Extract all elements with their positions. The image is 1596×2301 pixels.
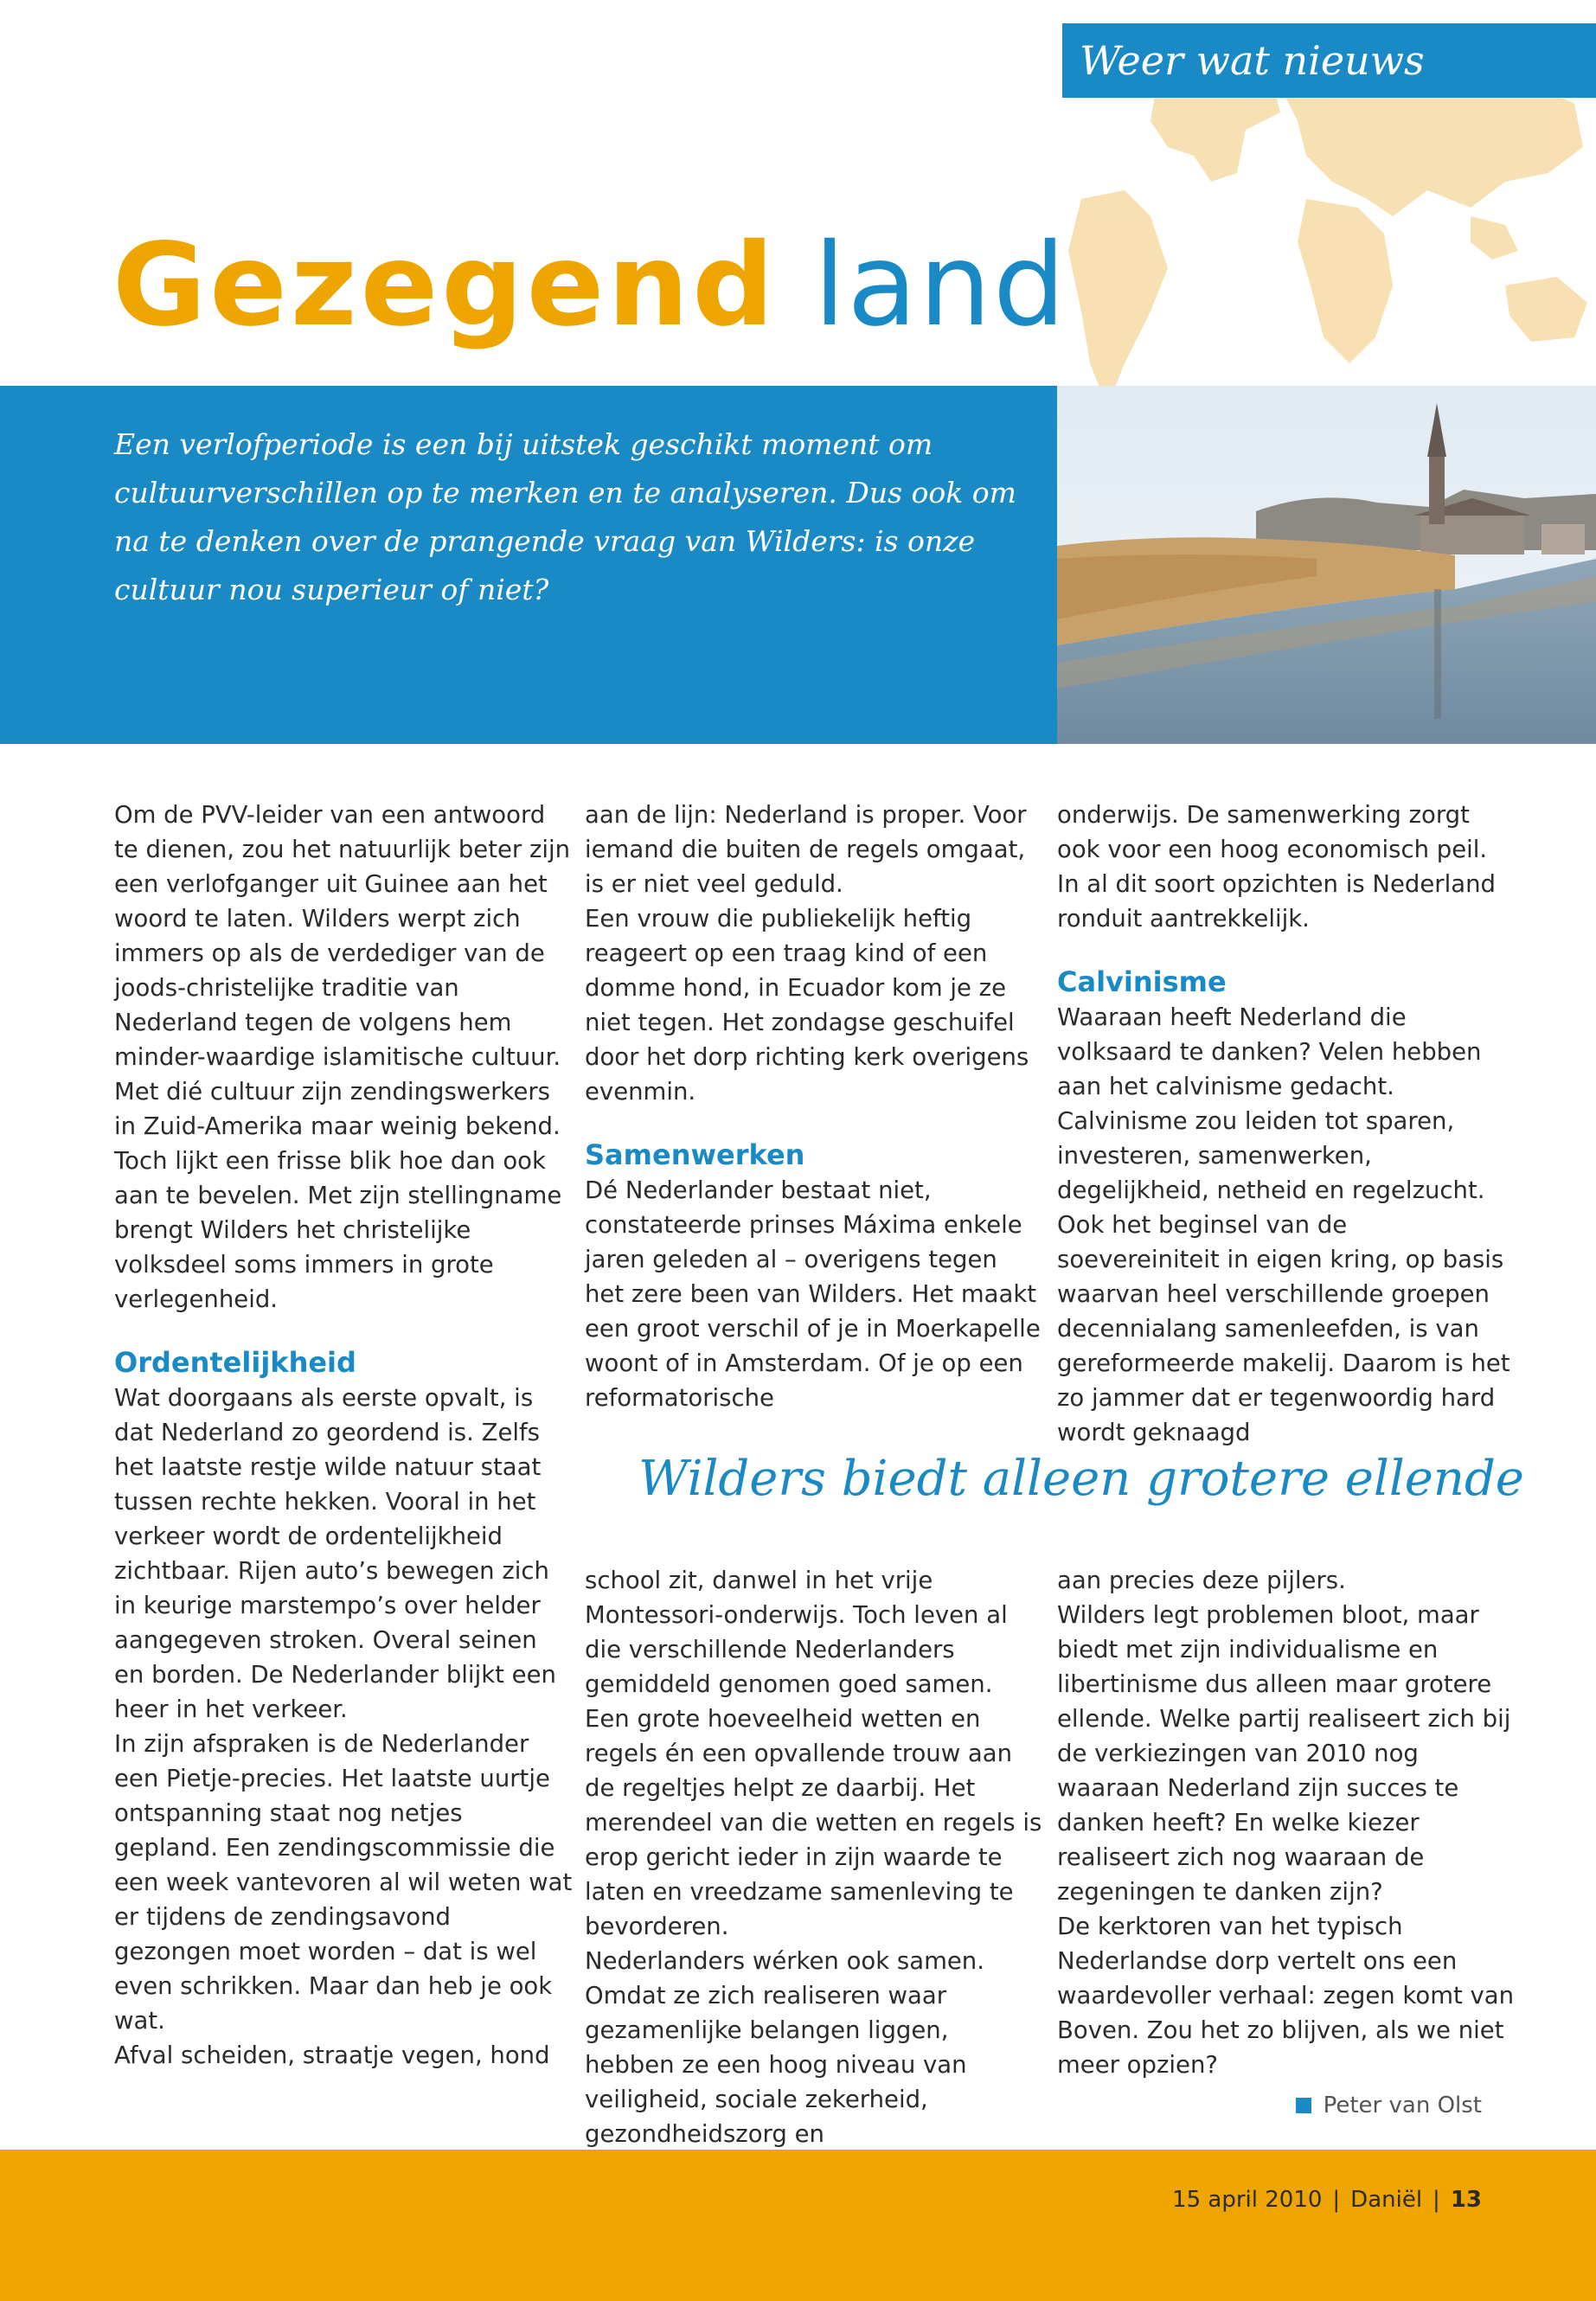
column-3-bottom <box>1057 1563 1516 2082</box>
footer-band <box>0 2150 1596 2301</box>
heading-calvinisme: Calvinisme <box>1057 965 1227 998</box>
col1-paragraph-1: Om de PVV-leider van een antwoord te dienen, zou het natuurlijk beter zijn een verlofganger uit Guinee aan het woord te laten. Wilders werpt zich immers op als de verdediger van de joods-christelijke traditie van Nederland tegen de volgens hem minder-waardige islamitische cultuur. Met dié cultuur zijn zendingswerkers in Zuid-Amerika maar weinig bekend. <box>114 801 571 1140</box>
title-part-1: Gezegend <box>112 219 778 352</box>
col2-paragraph-3: Dé Nederlander bestaat niet, constateerde prinses Máxima enkele jaren geleden al – overigens tegen het zere been van Wilders. Het maakt een groot verschil of je in Moerkapelle woont of in Amsterdam. Of je op een reformatorische <box>585 1176 1041 1412</box>
col3b-paragraph-2: Wilders legt problemen bloot, maar biedt met zijn individualisme en libertinisme dus alleen maar grotere ellende. Welke partij realiseert zich bij de verkiezingen van 2010 nog waaraan Nederland zijn succes te danken heeft? En welke kiezer realiseert zich nog waaraan de zegeningen te danken zijn? <box>1057 1601 1511 1906</box>
village-photo <box>1057 386 1596 744</box>
square-bullet-icon <box>1296 2098 1311 2113</box>
author-name: Peter van Olst <box>1323 2093 1482 2118</box>
column-1 <box>114 798 573 2073</box>
column-2-bottom <box>585 1563 1043 2151</box>
col3b-paragraph-1: aan precies deze pijlers. <box>1057 1567 1346 1594</box>
column-3-top <box>1057 798 1516 1450</box>
column-2-top <box>585 798 1043 1415</box>
page-title <box>112 216 1067 355</box>
col2-paragraph-1: aan de lijn: Nederland is proper. Voor iemand die buiten de regels omgaat, is er niet veel geduld. <box>585 801 1027 898</box>
village-photo-icon <box>1057 386 1596 744</box>
footer-date: 15 april 2010 <box>1172 2187 1323 2213</box>
col1-paragraph-3: Wat doorgaans als eerste opvalt, is dat Nederland zo geordend is. Zelfs het laatste restje wilde natuur staat tussen rechte hekken. Vooral in het verkeer wordt de ordentelijkheid zichtbaar. Rijen auto’s bewegen zich in keurige marstempo’s over helder aangegeven stroken. Overal seinen en borden. De Nederlander blijkt een heer in het verkeer. <box>114 1384 556 1723</box>
section-label: Weer wat nieuws <box>1062 23 1596 98</box>
heading-samenwerken: Samenwerken <box>585 1138 805 1171</box>
col3-paragraph-1: onderwijs. De samenwerking zorgt ook voor een hoog economisch peil. In al dit soort opzichten is Nederland ronduit aantrekkelijk. <box>1057 801 1496 933</box>
footer-info <box>1172 2184 1482 2215</box>
title-part-2: land <box>813 219 1067 352</box>
footer-separator: | <box>1433 2187 1440 2213</box>
col3-paragraph-2: Waaraan heeft Nederland die volksaard te danken? Velen hebben aan het calvinisme gedacht. Calvinisme zou leiden tot sparen, investeren, samenwerken, degelijkheid, netheid en regelzucht. Ook het beginsel van de soevereiniteit in eigen kring, op basis waarvan heel verschillende groepen decennialang samenleefden, is van gereformeerde makelij. Daarom is het zo jammer dat er tegenwoordig hard wordt geknaagd <box>1057 1003 1510 1446</box>
col1-paragraph-4: In zijn afspraken is de Nederlander een Pietje-precies. Het laatste uurtje ontspanning staat nog netjes gepland. Een zendingscommissie die een week vantevoren al wil weten wat er tijdens de zendingsavond gezongen moet worden – dat is wel even schrikken. Maar dan heb je ook wat. <box>114 1730 573 2035</box>
col2b-paragraph-2: Nederlanders wérken ook samen. Omdat ze zich realiseren waar gezamenlijke belangen liggen, hebben ze een hoog niveau van veiligheid, sociale zekerheid, gezondheidszorg en <box>585 1947 984 2148</box>
col3b-paragraph-3: De kerktoren van het typisch Nederlandse dorp vertelt ons een waardevoller verhaal: zegen komt van Boven. Zou het zo blijven, als we niet meer opzien? <box>1057 1913 1515 2079</box>
col2-paragraph-2: Een vrouw die publiekelijk heftig reageert op een traag kind of een domme hond, in Ecuador kom je ze niet tegen. Het zondagse geschuifel door het dorp richting kerk overigens evenmin. <box>585 905 1029 1106</box>
col1-paragraph-5: Afval scheiden, straatje vegen, hond <box>114 2041 550 2069</box>
page-number: 13 <box>1450 2187 1482 2213</box>
pull-quote: Wilders biedt alleen grotere ellende <box>638 1451 1524 1507</box>
world-map-graphic <box>1021 52 1596 415</box>
col2b-paragraph-1: school zit, danwel in het vrije Montessori-onderwijs. Toch leven al die verschillende Nederlanders gemiddeld genomen goed samen. Een grote hoeveelheid wetten en regels én een opvallende trouw aan de regeltjes helpt ze daarbij. Het merendeel van die wetten en regels is erop gericht ieder in zijn waarde te laten en vreedzame samenleving te bevorderen. <box>585 1567 1042 1940</box>
col1-paragraph-2: Toch lijkt een frisse blik hoe dan ook aan te bevelen. Met zijn stellingname brengt Wilders het christelijke volksdeel soms immers in grote verlegenheid. <box>114 1147 562 1313</box>
author-credit <box>1296 2088 1482 2123</box>
footer-separator: | <box>1332 2187 1341 2213</box>
heading-ordentelijkheid: Ordentelijkheid <box>114 1346 356 1379</box>
intro-text: Een verlofperiode is een bij uitstek geschikt moment om cultuurverschillen op te merken en te analyseren. Dus ook om na te denken over de prangende vraag van Wilders: is onze cultuur nou superieur of niet? <box>114 427 1016 606</box>
footer-magazine: Daniël <box>1350 2187 1423 2213</box>
